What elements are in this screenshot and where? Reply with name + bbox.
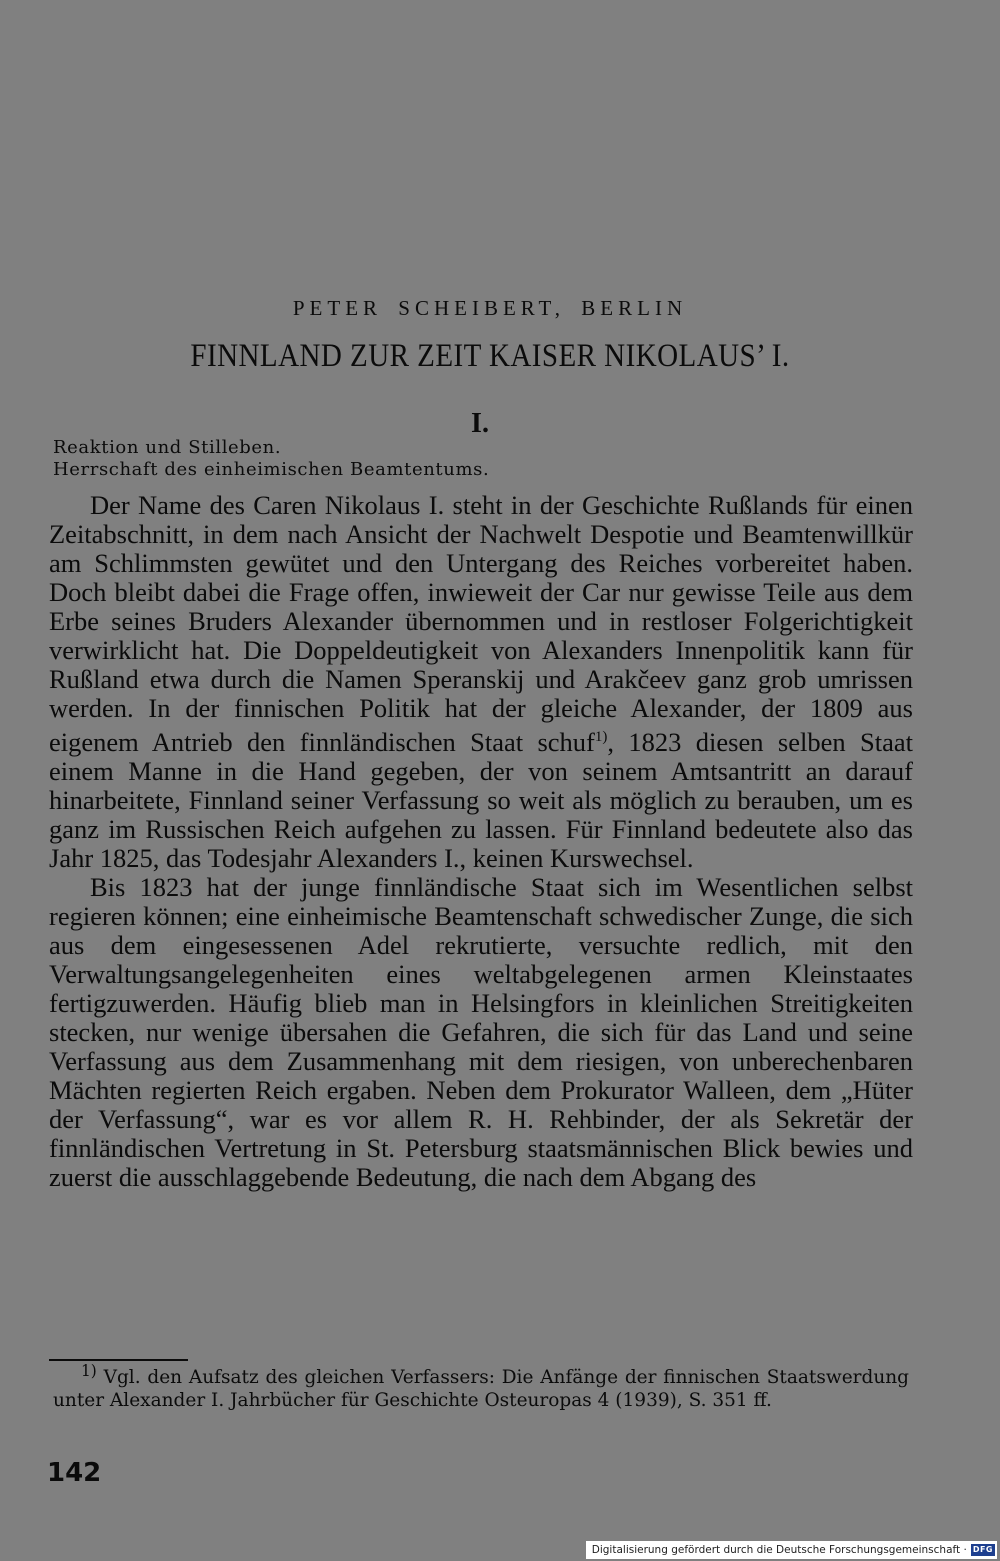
footnote-marker: 1): [81, 1362, 97, 1380]
paragraph-1-part-b: , 1823 diesen selben Staat einem Manne in die Hand gegeben, der von seinem Amtsantritt an darauf hinarbeitete, Finnland seiner Verfassung so weit als möglich zu berauben, um es ganz im Russischen Reich aufgehen zu lassen. Für Finnland bedeutete also das Jahr 1825, das Todesjahr Alexanders I., keinen Kurswechsel.: [49, 726, 913, 873]
footnote: [53, 1360, 909, 1412]
footnote-text: Vgl. den Aufsatz des gleichen Verfassers: Die Anfänge der finnischen Staatswerdung unter Alexander I. Jahrbücher für Geschichte Osteuropas 4 (1939), S. 351 ff.: [53, 1367, 909, 1412]
subheading-1: Reaktion und Stilleben.: [53, 437, 282, 458]
credit-text: Digitalisierung gefördert durch die Deutsche Forschungsgemeinschaft ·: [591, 1544, 967, 1556]
subheading-2: Herrschaft des einheimischen Beamtentums.: [53, 459, 490, 480]
paragraph-1: [49, 491, 913, 873]
page-number: 142: [47, 1458, 102, 1488]
paragraph-1-part-a: Der Name des Caren Nikolaus I. steht in der Geschichte Rußlands für einen Zeitabschnitt, in dem nach Ansicht der Nachwelt Despotie und Beamtenwillkür am Schlimmsten gewütet und den Untergang des Reiches vorbereitet haben. Doch bleibt dabei die Frage offen, inwieweit der Car nur gewisse Teile aus dem Erbe seines Bruders Alexander übernommen und in restloser Folgerichtigkeit verwirklicht hat. Die Doppeldeutigkeit von Alexanders Innenpolitik kann für Rußland etwa durch die Namen Speranskij und Arakčeev ganz grob umrissen werden. In der finnischen Politik hat der gleiche Alexander, der 1809 aus eigenem Antrieb den finnländischen Staat schuf: [49, 490, 913, 757]
article-title: FINNLAND ZUR ZEIT KAISER NIKOLAUS’ I.: [190, 338, 790, 374]
footnote-reference: 1): [594, 729, 608, 745]
body-text: [49, 491, 913, 1192]
dfg-logo-icon: DFG: [972, 1545, 993, 1554]
section-number: I.: [471, 408, 489, 439]
author-line: PETER SCHEIBERT, BERLIN: [292, 296, 688, 320]
digitization-credit: [586, 1541, 997, 1559]
paragraph-2: Bis 1823 hat der junge finnländische Staat sich im Wesentlichen selbst regieren können; eine einheimische Beamtenschaft schwedischer Zunge, die sich aus dem eingesessenen Adel rekrutierte, versuchte redlich, mit den Verwaltungsangelegenheiten eines weltabgelegenen armen Kleinstaates fertigzuwerden. Häufig blieb man in Helsingfors in kleinlichen Streitigkeiten stecken, nur wenige übersahen die Gefahren, die sich für das Land und seine Verfassung aus dem Zusammenhang mit dem riesigen, von unberechenbaren Mächten regierten Reich ergaben. Neben dem Prokurator Walleen, dem „Hüter der Verfassung“, war es vor allem R. H. Rehbinder, der als Sekretär der finnländischen Vertretung in St. Petersburg staatsmännischen Blick bewies und zuerst die ausschlaggebende Bedeutung, die nach dem Abgang des: [49, 871, 913, 1192]
